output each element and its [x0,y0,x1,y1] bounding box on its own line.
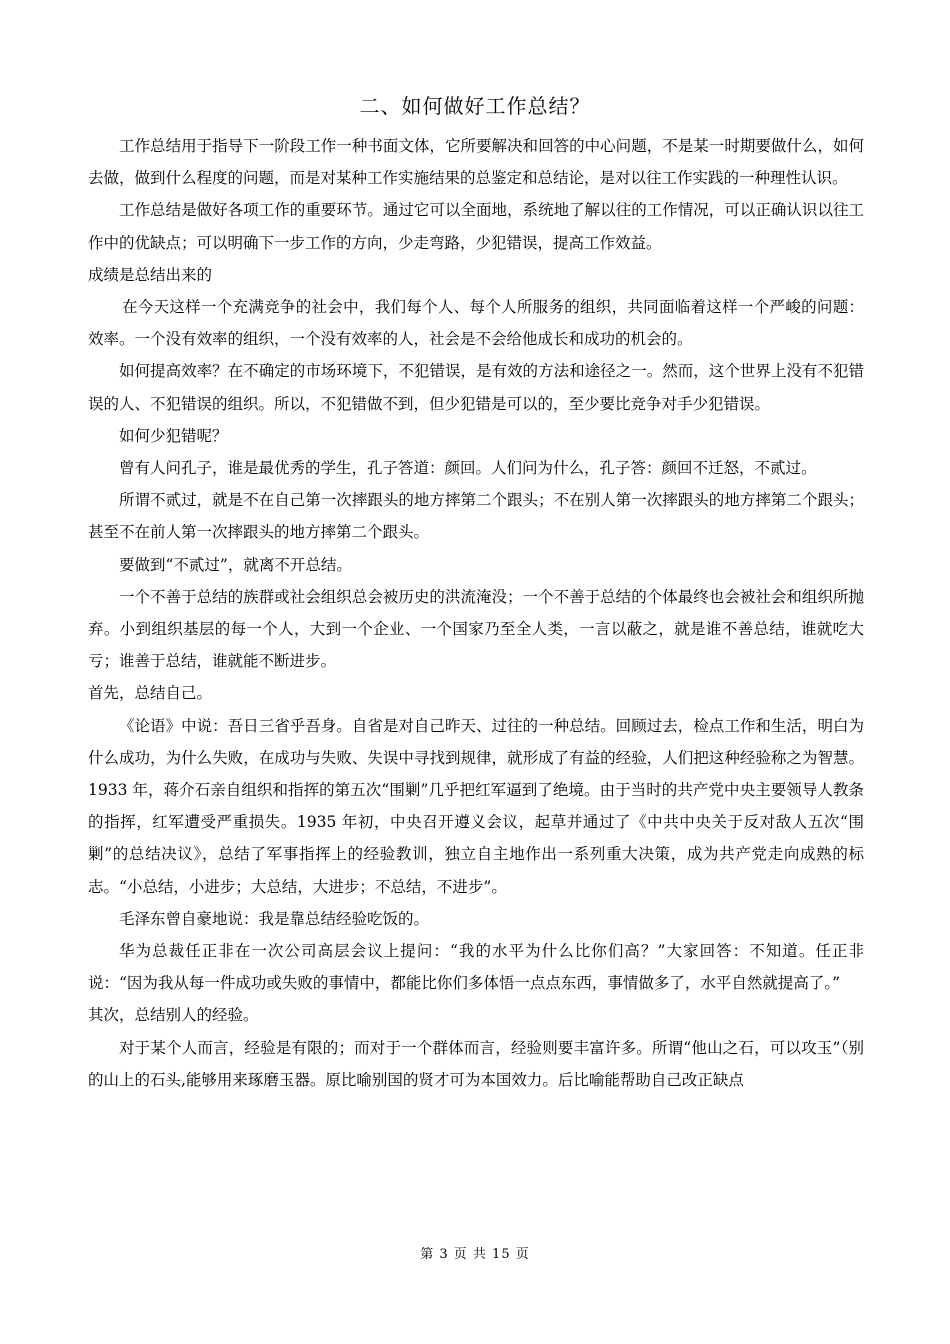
section-heading-self: 首先，总结自己。 [88,684,213,703]
paragraph-importance: 工作总结是做好各项工作的重要环节。通过它可以全面地，系统地了解以往的工作情况，可以正确认识以往工作中的优缺点；可以明确下一步工作的方向，少走弯路，少犯错误，提高工作效益。 [88,201,864,252]
document-body [88,130,864,1096]
paragraph-confucius: 曾有人问孔子，谁是最优秀的学生，孔子答道：颜回。人们问为什么，孔子答：颜回不迁怒，不贰过。 [119,459,817,478]
paragraph-definition: 工作总结用于指导下一阶段工作一种书面文体，它所要解决和回答的中心问题，不是某一时期要做什么，如何去做，做到什么程度的问题，而是对某种工作实施结果的总鉴定和总结论，是对以往工作实践的一种理性认识。 [88,137,864,188]
paragraph-mao: 毛泽东曾自豪地说：我是靠总结经验吃饭的。 [119,909,430,928]
paragraph-question: 如何少犯错呢？ [119,426,228,445]
paragraph-efficiency: 在今天这样一个充满竞争的社会中，我们每个人、每个人所服务的组织，共同面临着这样一个严峻的问题：效率。一个没有效率的组织，一个没有效率的人，社会是不会给他成长和成功的机会的。 [88,298,864,349]
paragraph-analects: 《论语》中说：吾日三省乎吾身。自省是对自己昨天、过往的一种总结。回顾过去，检点工作和生活，明白为什么成功，为什么失败，在成功与失败、失误中寻找到规律，就形成了有益的经验，人们把这种经验称之为智慧。1933 年，蒋介石亲自组织和指挥的第五次“围剿”几乎把红军逼到了绝境。由于当时的共产党中央主要领导人教条的指挥，红军遭受严重损失。1935 年初，中央召开遵义会议，起草并通过了《中共中央关于反对敌人五次“围剿”的总结决议》，总结了军事指挥上的经验教训，独立自主地作出一系列重大决策，成为共产党走向成熟的标志。“小总结，小进步；大总结，大进步；不总结，不进步”。 [88,716,864,896]
page-title: 二、如何做好工作总结？ [359,94,591,118]
paragraph-organizations: 一个不善于总结的族群或社会组织总会被历史的洪流淹没；一个不善于总结的个体最终也会被社会和组织所抛弃。小到组织基层的每一个人，大到一个企业、一个国家乃至全人类，一言以蔽之，就是谁不善总结，谁就吃大亏；谁善于总结，谁就能不断进步。 [88,587,864,671]
section-heading-others: 其次，总结别人的经验。 [88,1006,259,1025]
section-heading-achievement: 成绩是总结出来的 [88,265,213,284]
paragraph-summary-needed: 要做到“不贰过”，就离不开总结。 [119,555,352,574]
paragraph-no-repeat: 所谓不贰过，就是不在自己第一次摔跟头的地方摔第二个跟头；不在别人第一次摔跟头的地方摔第二个跟头；甚至不在前人第一次摔跟头的地方摔第二个跟头。 [88,491,864,542]
paragraph-others-experience: 对于某个人而言，经验是有限的；而对于一个群体而言，经验则要丰富许多。所谓“他山之石，可以攻玉”（别的山上的石头,能够用来琢磨玉器。原比喻别国的贤才可为本国效力。后比喻能帮助自己改正缺点 [88,1038,864,1089]
page-footer: 第 3 页 共 15 页 [420,1247,530,1262]
paragraph-improve-efficiency: 如何提高效率？在不确定的市场环境下，不犯错误，是有效的方法和途径之一。然而，这个世界上没有不犯错误的人、不犯错误的组织。所以，不犯错做不到，但少犯错是可以的，至少要比竞争对手少犯错误。 [88,362,864,413]
paragraph-huawei: 华为总裁任正非在一次公司高层会议上提问：“我的水平为什么比你们高？”大家回答：不知道。任正非说：“因为我从每一件成功或失败的事情中，都能比你们多体悟一点点东西，事情做多了，水平自然就提高了。” [88,942,864,993]
